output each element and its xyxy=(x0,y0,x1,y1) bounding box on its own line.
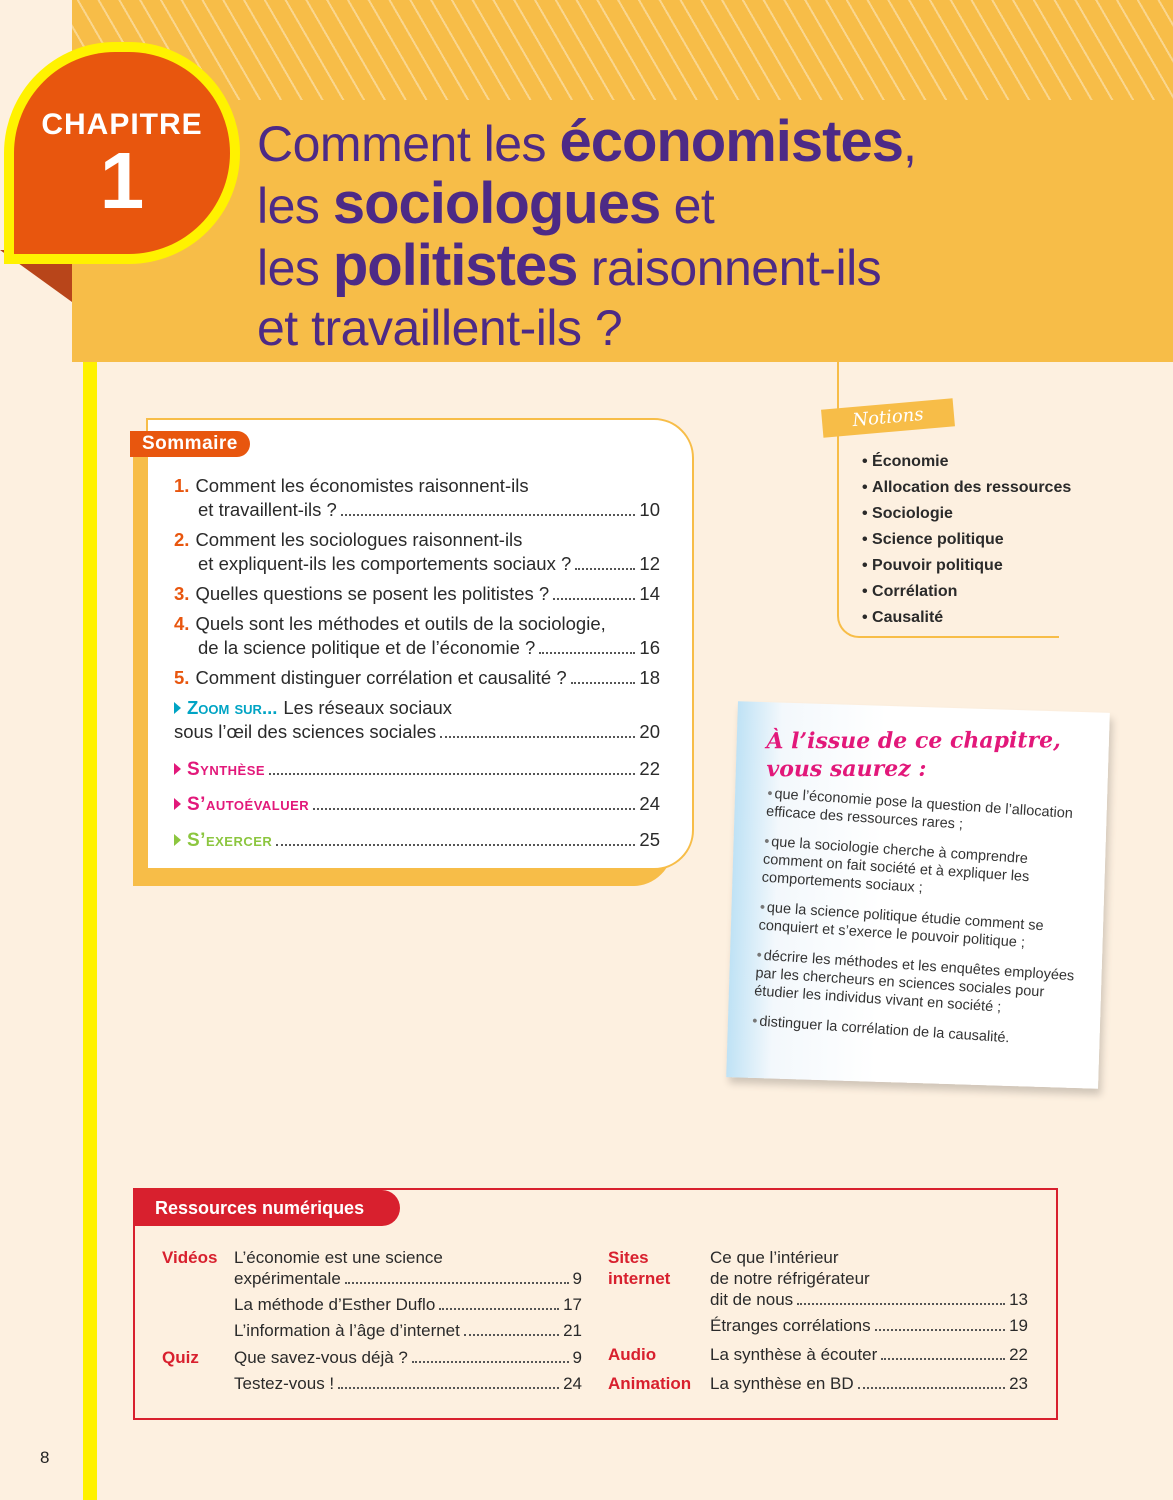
notions-rule xyxy=(837,362,839,610)
dot-leader xyxy=(464,1334,559,1336)
triangle-bullet-icon xyxy=(174,834,181,846)
left-margin-bar xyxy=(83,362,97,1500)
resource-link[interactable]: La méthode d’Esther Duflo 17 xyxy=(234,1295,582,1314)
notion-item: • Sociologie xyxy=(862,501,1071,527)
dot-leader xyxy=(881,1358,1005,1360)
toc-page: 24 xyxy=(639,793,660,814)
dot-leader xyxy=(440,735,635,738)
notions-title: Notions xyxy=(851,403,925,432)
dot-leader xyxy=(313,807,635,810)
toc-page: 12 xyxy=(639,553,660,574)
resources-videos: Vidéos L’économie est une science expérimentale 9 La méthode d’Esther Duflo 17 L’information à l’âge d’internet 21 xyxy=(162,1248,582,1340)
dot-leader xyxy=(875,1329,1005,1331)
sommaire-heading: Sommaire xyxy=(130,431,250,457)
title-keyword-sociologues: sociologues xyxy=(332,171,661,236)
objectives-list xyxy=(751,785,1087,1064)
objectives-note xyxy=(726,701,1110,1088)
chapter-number: 1 xyxy=(99,136,145,225)
dot-leader xyxy=(797,1303,1005,1305)
toc-page: 16 xyxy=(639,637,660,658)
dot-leader xyxy=(539,651,635,654)
dot-leader xyxy=(269,772,635,775)
resources-category-sites: Sites internet xyxy=(608,1248,671,1288)
title-line-2: les sociologues et xyxy=(257,171,715,236)
title-keyword-politistes: politistes xyxy=(332,233,578,298)
chapter-label: CHAPITRE xyxy=(41,108,203,141)
resources-category-quiz: Quiz xyxy=(162,1348,199,1367)
toc-synthese[interactable]: Synthèse 22 xyxy=(174,757,660,782)
toc-zoom[interactable]: Zoom sur... Les réseaux sociaux sous l’œil des sciences sociales 20 xyxy=(174,697,660,742)
resource-link[interactable]: L’information à l’âge d’internet 21 xyxy=(234,1321,582,1340)
toc-autoevaluer[interactable]: S’autoévaluer 24 xyxy=(174,792,660,817)
objective-item: • décrire les méthodes et les enquêtes employées par les chercheurs en sciences sociales pour étudier les individus vivant en société ; xyxy=(754,946,1077,1021)
dot-leader xyxy=(338,1387,559,1389)
toc-page: 10 xyxy=(639,499,660,520)
dot-leader xyxy=(858,1387,1005,1389)
toc-page: 22 xyxy=(639,758,660,779)
resources-heading: Ressources numériques xyxy=(135,1190,400,1226)
dot-leader xyxy=(276,843,635,846)
resources-category-audio: Audio xyxy=(608,1345,657,1364)
dot-leader xyxy=(553,597,635,600)
notion-item: • Corrélation xyxy=(862,579,1071,605)
toc-page: 20 xyxy=(639,721,660,742)
objective-item: • que la sociologie cherche à comprendre comment on fait société et à expliquer les comportements sociaux ; xyxy=(761,833,1084,908)
resource-link[interactable]: Étranges corrélations 19 xyxy=(710,1316,1028,1335)
resource-link[interactable]: dit de nous 13 xyxy=(710,1290,1028,1309)
triangle-bullet-icon xyxy=(174,763,181,775)
dot-leader xyxy=(341,513,636,516)
title-line-1: Comment les économistes, xyxy=(257,109,917,174)
resources-animation xyxy=(608,1373,1028,1394)
resources-quiz xyxy=(162,1347,582,1394)
notion-item: • Allocation des ressources xyxy=(862,475,1071,501)
title-line-4: et travaillent-ils ? xyxy=(257,300,623,356)
resource-link[interactable]: expérimentale 9 xyxy=(234,1269,582,1288)
objective-item: • que la science politique étudie comment se conquiert et s’exerce le pouvoir politique ; xyxy=(758,898,1080,955)
dot-leader xyxy=(412,1361,569,1363)
resource-link[interactable]: Que savez-vous déjà ? 9 xyxy=(234,1348,582,1367)
objective-item: • distinguer la corrélation de la causalité. xyxy=(752,1012,1072,1051)
triangle-bullet-icon xyxy=(174,702,181,714)
chapter-title xyxy=(257,109,1137,358)
resource-link[interactable]: Testez-vous ! 24 xyxy=(234,1374,582,1393)
resources-category-videos: Vidéos xyxy=(162,1248,218,1267)
page-number: 8 xyxy=(40,1448,50,1467)
dot-leader xyxy=(439,1308,559,1310)
dot-leader xyxy=(345,1282,569,1284)
resources-sites: Sites internet Ce que l’intérieur de notre réfrigérateur dit de nous 13 Étranges corrélations 19 xyxy=(608,1248,1028,1335)
toc-item-1[interactable]: 1. Comment les économistes raisonnent-ils et travaillent-ils ? 10 xyxy=(174,475,660,520)
resource-link[interactable]: La synthèse à écouter 22 xyxy=(710,1345,1028,1364)
toc-page: 18 xyxy=(639,667,660,688)
dot-leader xyxy=(571,681,636,684)
notions-list xyxy=(862,449,1071,631)
resource-link[interactable]: La synthèse en BD 23 xyxy=(710,1374,1028,1393)
notion-item: • Économie xyxy=(862,449,1071,475)
dot-leader xyxy=(575,567,635,570)
toc-page: 14 xyxy=(639,583,660,604)
title-line-3: les politistes raisonnent-ils xyxy=(257,233,882,298)
title-keyword-economistes: économistes xyxy=(559,109,904,174)
resources-audio xyxy=(608,1344,1028,1365)
toc-item-2[interactable]: 2. Comment les sociologues raisonnent-ils et expliquent-ils les comportements sociaux ? 12 xyxy=(174,529,660,574)
notion-item: • Science politique xyxy=(862,527,1071,553)
toc-item-5[interactable]: 5. Comment distinguer corrélation et causalité ? 18 xyxy=(174,667,660,688)
objectives-title: À l’issue de ce chapitre, vous saurez : xyxy=(766,727,1061,783)
resources-category-animation: Animation xyxy=(608,1374,692,1393)
toc-item-4[interactable]: 4. Quels sont les méthodes et outils de la sociologie, de la science politique et de l’économie ? 16 xyxy=(174,613,660,658)
toc-exercer[interactable]: S’exercer 25 xyxy=(174,828,660,853)
triangle-bullet-icon xyxy=(174,798,181,810)
toc-page: 25 xyxy=(639,829,660,850)
notion-item: • Causalité xyxy=(862,605,1071,631)
notion-item: • Pouvoir politique xyxy=(862,553,1071,579)
toc-item-3[interactable]: 3. Quelles questions se posent les politistes ? 14 xyxy=(174,583,660,604)
objective-item: • que l’économie pose la question de l’allocation efficace des ressources rares ; xyxy=(766,785,1088,842)
